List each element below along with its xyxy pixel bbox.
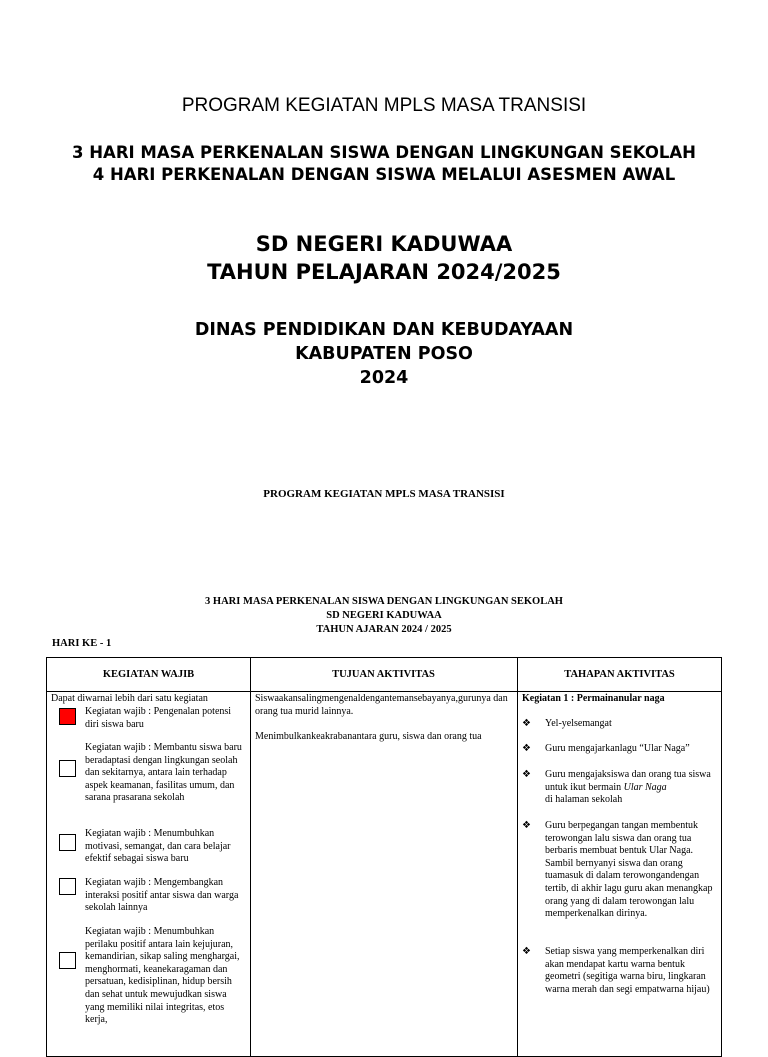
wajib-checkbox-3[interactable] xyxy=(59,834,76,851)
section-header xyxy=(0,595,768,637)
section-header-line1: 3 HARI MASA PERKENALAN SISWA DENGAN LINGKUNGAN SEKOLAH xyxy=(205,596,563,607)
wajib-checkbox-4[interactable] xyxy=(59,878,76,895)
section-title: PROGRAM KEGIATAN MPLS MASA TRANSISI xyxy=(263,488,505,500)
tahapan-step-text: Guru mengajarkanlagu “Ular Naga” xyxy=(545,743,690,754)
diamond-bullet-icon: ❖ xyxy=(522,946,531,957)
school-year: TAHUN PELAJARAN 2024/2025 xyxy=(207,260,561,284)
diamond-bullet-icon: ❖ xyxy=(522,820,531,831)
diamond-bullet-icon: ❖ xyxy=(522,769,531,780)
header-tahapan-aktivitas: TAHAPAN AKTIVITAS xyxy=(517,658,722,692)
column-tahapan-aktivitas xyxy=(517,658,722,1056)
tahapan-step-3-em: Ular Naga xyxy=(623,781,667,793)
activity-table xyxy=(46,657,722,1057)
wajib-item-text: Kegiatan wajib : Pengenalan potensi diri siswa baru xyxy=(85,706,232,730)
agency-year: 2024 xyxy=(359,368,409,388)
tahapan-step-text: Yel-yelsemangat xyxy=(545,718,612,729)
cover-subtitle xyxy=(0,142,768,186)
school-name: SD NEGERI KADUWAA xyxy=(255,232,513,256)
column-kegiatan-wajib xyxy=(47,658,251,1056)
tahapan-step-text: Guru berpegangan tangan membentuk terowongan lalu siswa dan orang tua berbaris membuat bentuk Ular Naga. Sambil bernyanyi siswa dan orang tuamasuk di dalam terowongandengan tertib, di akhir lagu guru akan menangkap orang yang di dalam terowongan lalu memperkenalkan dirinya. xyxy=(545,820,713,920)
header-tujuan-aktivitas: TUJUAN AKTIVITAS xyxy=(250,658,517,692)
column-tujuan-aktivitas xyxy=(250,658,518,1056)
wajib-item-text: Kegiatan wajib : Menumbuhkan perilaku positif antara lain kejujuran, kemandirian, sikap saling menghargai, menghormati, keanekaragaman dan persatuan, kedisiplinan, hidup bersih dan sehat untuk mewujudkan siswa yang memiliki nilai integritas, etos kerja, xyxy=(85,926,240,1026)
wajib-item-text: Kegiatan wajib : Mengembangkan interaksi positif antar siswa dan warga sekolah lainnya xyxy=(85,877,239,914)
cover-title: PROGRAM KEGIATAN MPLS MASA TRANSISI xyxy=(181,95,587,116)
cover-agency xyxy=(0,318,768,390)
tujuan-text-2: Menimbulkankeakrabanantara guru, siswa dan orang tua xyxy=(255,731,482,742)
wajib-item-text: Kegiatan wajib : Menumbuhkan motivasi, semangat, dan cara belajar efektif sebagai siswa baru xyxy=(85,828,231,865)
diamond-bullet-icon: ❖ xyxy=(522,743,531,754)
section-header-line3: TAHUN AJARAN 2024 / 2025 xyxy=(316,624,452,635)
tahapan-step-3-pre: Guru mengajaksiswa dan orang tua siswa untuk ikut bermain xyxy=(545,769,711,793)
diamond-bullet-icon: ❖ xyxy=(522,718,531,729)
wajib-checkbox-5[interactable] xyxy=(59,952,76,969)
agency-line1: DINAS PENDIDIKAN DAN KEBUDAYAAN xyxy=(194,320,574,340)
tahapan-title: Kegiatan 1 : Permainanular naga xyxy=(522,693,665,704)
wajib-note: Dapat diwarnai lebih dari satu kegiatan xyxy=(51,693,208,704)
tahapan-step-text xyxy=(545,769,717,807)
section-header-line2: SD NEGERI KADUWAA xyxy=(326,610,442,621)
wajib-checkbox-2[interactable] xyxy=(59,760,76,777)
tahapan-step-text: Setiap siswa yang memperkenalkan diri akan mendapat kartu warna bentuk geometri (segitiga warna biru, lingkaran warna merah dan segi empatwarna hijau) xyxy=(545,946,710,995)
wajib-item-text: Kegiatan wajib : Membantu siswa baru beradaptasi dengan lingkungan seolah dan sekitarnya, antara lain terhadap aspek keamanan, fasilitas umum, dan sarana prasarana sekolah xyxy=(85,742,242,804)
tahapan-step-3-post: di halaman sekolah xyxy=(545,794,623,806)
cover-subtitle-line1: 3 HARI MASA PERKENALAN SISWA DENGAN LINGKUNGAN SEKOLAH xyxy=(72,143,696,162)
header-kegiatan-wajib: KEGIATAN WAJIB xyxy=(47,658,250,692)
cover-school xyxy=(0,230,768,286)
wajib-checkbox-1[interactable] xyxy=(59,708,76,725)
day-label: HARI KE - 1 xyxy=(52,638,112,649)
agency-line2: KABUPATEN POSO xyxy=(295,344,473,364)
cover-subtitle-line2: 4 HARI PERKENALAN DENGAN SISWA MELALUI ASESMEN AWAL xyxy=(92,165,676,184)
tujuan-text-1: Siswaakansalingmengenaldengantemansebayanya,gurunya dan orang tua murid lainnya. xyxy=(255,693,508,717)
